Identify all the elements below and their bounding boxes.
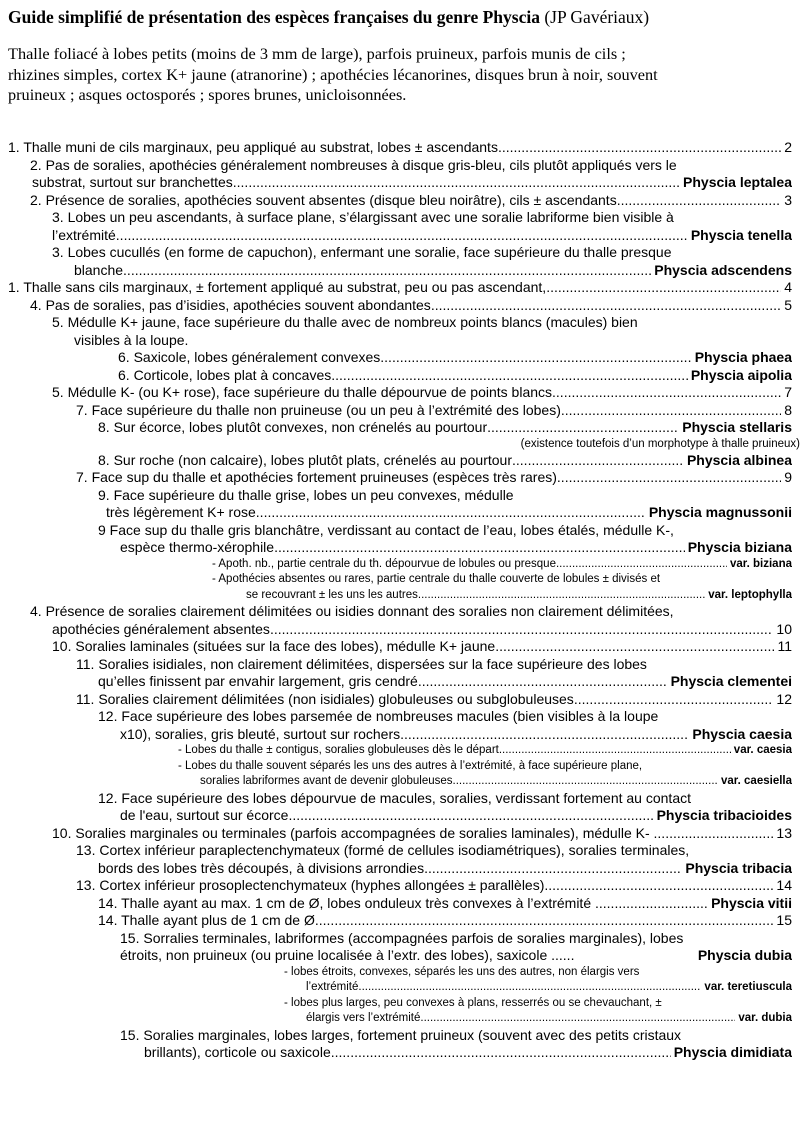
key-entry (0, 1027, 792, 1062)
key-entry-line: 12. Face supérieure des lobes dépourvue de macules, soralies, verdissant fortement au contact (98, 789, 691, 806)
key-entry (0, 912, 792, 930)
key-entry-line: 14. Thalle ayant au max. 1 cm de Ø, lobes onduleux très convexes à l’extrémité .. ..... Physcia vitii (98, 895, 792, 913)
key-entry-line: x10), soralies, gris bleuté, surtout sur rochers ..... Physcia caesia (98, 726, 792, 744)
key-entry (0, 279, 792, 297)
dot-leader (424, 860, 682, 878)
key-entry (0, 572, 792, 603)
key-result: Physcia albinea (686, 451, 792, 468)
key-entry-line: 15. Soralies marginales, lobes larges, fortement pruineux (souvent avec des petits cristaux (120, 1026, 682, 1043)
key-entry (0, 759, 792, 790)
key-entry-line: 8. Sur roche (non calcaire), lobes plutôt plats, crénelés au pourtour ..... Physcia albinea (98, 452, 792, 470)
key-entry-line: 2. Présence de soralies, apothécies souvent absentes (disque bleu noirâtre), cils ± ascendants ..... 3 (30, 192, 792, 210)
key-entry-line: 3. Lobes un peu ascendants, à surface plane, s’élargissant avec une soralie labriforme bien visible à (52, 209, 674, 225)
dot-leader (552, 384, 781, 402)
dot-leader (546, 279, 781, 297)
key-result: Physcia magnussonii (648, 504, 792, 520)
key-entry (0, 349, 792, 367)
dot-leader (123, 262, 651, 280)
key-entry-line: 6. Saxicole, lobes généralement convexes ..... Physcia phaea (118, 349, 792, 367)
dot-leader (116, 227, 688, 245)
dot-leader (495, 638, 774, 656)
key-entry (0, 895, 792, 913)
key-goto-number: 10 (776, 620, 792, 637)
key-entry (0, 139, 792, 157)
key-entry (0, 469, 792, 487)
key-entry (0, 691, 792, 709)
key-entry-line: 6. Corticole, lobes plat à concaves ..... Physcia aipolia (118, 367, 792, 385)
dot-leader (418, 673, 668, 691)
key-goto-number: 7 (784, 384, 792, 400)
key-entry-line: 11. Soralies isidiales, non clairement délimitées, dispersées sur la face supérieure des lobes (76, 655, 647, 672)
key-goto-number: 2 (784, 139, 792, 155)
title-bold: Guide simplifié de présentation des espèces françaises du genre Physcia (8, 7, 540, 27)
key-result: Physcia vitii (711, 894, 792, 911)
key-entry-line: 8. Sur écorce, lobes plutôt convexes, non crénelés au pourtour ..... Physcia stellaris (98, 419, 792, 437)
key-note: (existence toutefois d’un morphotype à thalle pruineux) (520, 437, 800, 450)
key-entry-line: 4. Pas de soralies, pas d’isidies, apothécies souvent abondantes ..... 5 (30, 297, 792, 315)
key-entry (0, 157, 792, 192)
dot-leader (487, 419, 679, 437)
page-title (8, 6, 794, 28)
dot-leader (358, 980, 701, 996)
key-entry-line: blanche ..... Physcia adscendens (52, 262, 792, 280)
key-result: Physcia aipolia (690, 366, 792, 383)
dot-leader (556, 557, 727, 573)
dot-leader (557, 469, 781, 487)
key-entry (0, 419, 792, 437)
key-goto-number: 13 (776, 824, 792, 841)
dot-leader (315, 912, 774, 930)
key-entry (0, 842, 792, 877)
key-entry-line: 11. Soralies clairement délimitées (non isidiales) globuleuses ou subglobuleuses ..... 12 (76, 691, 792, 709)
dot-leader (420, 1011, 735, 1027)
key-entry-line: se recouvrant ± les uns les autres ..... var. leptophylla (212, 588, 792, 604)
dot-leader (617, 192, 782, 210)
dot-leader (270, 621, 773, 639)
key-entry-line: bords des lobes très découpés, à divisions arrondies ..... Physcia tribacia (76, 860, 792, 878)
dot-leader (544, 877, 773, 895)
intro-line: pruineux ; asques octosporés ; spores brunes, unicloisonnées. (8, 85, 407, 104)
key-result: Physcia dubia (697, 947, 792, 963)
key-entry-line: - Lobes du thalle ± contigus, soralies globuleuses dès le départ ..... var. caesia (178, 743, 792, 759)
key-entry-line: étroits, non pruineux (ou pruine localisée à l’extr. des lobes), saxicole ...... Physcia dubia (120, 947, 792, 963)
key-entry-line: élargis vers l’extrémité ..... var. dubia (284, 1011, 792, 1027)
dot-leader (603, 895, 708, 913)
key-entry-line: 2. Pas de soralies, apothécies généralement nombreuses à disque gris-bleu, cils plutôt appliqués vers le (30, 156, 677, 173)
key-result: Physcia biziana (687, 539, 792, 555)
dot-leader (233, 174, 680, 192)
key-result: Physcia stellaris (682, 419, 792, 435)
key-result: Physcia tribacia (685, 859, 792, 876)
dot-leader (380, 349, 691, 367)
dot-leader (256, 504, 646, 522)
key-entry-line: 15. Sorralies terminales, labriformes (accompagnées parfois de soralies marginales), lobes (120, 929, 684, 946)
dot-leader (418, 588, 705, 604)
key-entry-line: 9. Face supérieure du thalle grise, lobes un peu convexes, médulle (98, 486, 514, 503)
key-entry-line: 1. Thalle muni de cils marginaux, peu appliqué au substrat, lobes ± ascendants ..... 2 (8, 139, 792, 157)
key-entry (0, 790, 792, 825)
key-result: var. teretiuscula (704, 981, 792, 993)
dot-leader (274, 539, 685, 557)
key-entry-line: 5. Médulle K- (ou K+ rose), face supérieure du thalle dépourvue de points blancs ..... 7 (52, 384, 792, 402)
key-entry-line: de l'eau, surtout sur écorce ..... Physcia tribacioides (98, 807, 792, 825)
key-entry (0, 930, 792, 965)
key-entry (0, 656, 792, 691)
key-goto-number: 15 (776, 912, 792, 928)
key-entry-line: apothécies généralement absentes ..... 10 (30, 621, 792, 639)
key-goto-number: 9 (784, 469, 792, 485)
title-author: (JP Gavériaux) (544, 7, 650, 27)
key-entry-line: 5. Médulle K+ jaune, face supérieure du thalle avec de nombreux points blancs (macules) bien (52, 314, 638, 330)
key-entry (0, 825, 792, 843)
key-entry-line: substrat, surtout sur branchettes ..... Physcia leptalea (30, 174, 792, 192)
key-goto-number: 8 (784, 401, 792, 418)
dot-leader (288, 807, 653, 825)
key-entry-line: 3. Lobes cucullés (en forme de capuchon), enfermant une soralie, face supérieure du thalle presque (52, 244, 672, 260)
key-entry-line: - Apothécies absentes ou rares, partie centrale du thalle couverte de lobules ± divisés et (212, 573, 661, 585)
dot-leader (665, 825, 773, 843)
key-entry-line: soralies labriformes avant de devenir globuleuses ..... var. caesiella (178, 774, 792, 790)
key-entry (0, 209, 792, 244)
key-entry (0, 244, 792, 279)
dot-leader (499, 743, 731, 759)
key-entry-line: qu’elles finissent par envahir largement, gris cendré ..... Physcia clementei (76, 673, 792, 691)
key-entry (0, 603, 792, 638)
key-entry-line: - Lobes du thalle souvent séparés les uns des autres à l’extrémité, à face supérieure plane, (178, 759, 643, 772)
key-entry-line: 10. Soralies laminales (situées sur la face des lobes), médulle K+ jaune ..... 11 (52, 638, 792, 656)
key-entry (0, 402, 792, 420)
key-entry (0, 522, 792, 557)
dot-leader (331, 1044, 671, 1062)
key-entry (0, 557, 792, 573)
key-entry (0, 708, 792, 743)
key-result: var. caesia (733, 744, 792, 756)
key-entry (0, 996, 792, 1027)
key-goto-number: 3 (784, 191, 792, 208)
key-entry (0, 743, 792, 759)
key-result: Physcia clementei (670, 673, 792, 689)
key-result: var. biziana (729, 557, 792, 570)
key-entry-line: 7. Face supérieure du thalle non pruineuse (ou un peu à l’extrémité des lobes) ..... 8 (76, 402, 792, 420)
key-result: Physcia tenella (690, 226, 792, 243)
key-goto-number: 4 (784, 279, 792, 295)
intro-paragraph (8, 44, 794, 106)
key-entry-line: 4. Présence de soralies clairement délimitées ou isidies donnant des soralies non clairement délimitées, (30, 603, 674, 619)
key-entry-line: 1. Thalle sans cils marginaux, ± fortement appliqué au substrat, peu ou pas ascendant, ..... 4 (8, 279, 792, 297)
key-entry-line: 9 Face sup du thalle gris blanchâtre, verdissant au contact de l’eau, lobes étalés, médulle K-, (98, 521, 674, 538)
key-goto-number: 14 (776, 877, 792, 893)
intro-line: rhizines simples, cortex K+ jaune (atranorine) ; apothécies lécanorines, disques brun à noir, souvent (8, 64, 658, 84)
key-entry-line: espèce thermo-xérophile ..... Physcia biziana (98, 539, 792, 557)
key-result: var. leptophylla (708, 588, 792, 601)
key-entry (0, 877, 792, 895)
key-goto-number: 5 (784, 296, 792, 313)
identification-key (0, 139, 800, 1062)
key-result: Physcia caesia (692, 725, 792, 742)
key-entry (0, 192, 792, 210)
intro-line: Thalle foliacé à lobes petits (moins de 3 mm de large), parfois pruineux, parfois munis de cils ; (8, 44, 626, 63)
key-result: Physcia leptalea (683, 174, 792, 190)
key-entry-line: - lobes étroits, convexes, séparés les uns des autres, non élargis vers (284, 965, 640, 978)
key-result: var. dubia (738, 1012, 792, 1024)
key-entry-line: très légèrement K+ rose ..... Physcia magnussonii (98, 504, 792, 522)
dot-leader (498, 139, 781, 157)
key-goto-number: 12 (776, 690, 792, 707)
key-goto-number: 11 (777, 638, 792, 654)
key-entry (0, 297, 792, 315)
key-entry-line: - lobes plus larges, peu convexes à plans, resserrés ou se chevauchant, ± (284, 996, 662, 1009)
key-entry-line: 10. Soralies marginales ou terminales (parfois accompagnées de soralies laminales), médulle K- ... ..... 13 (52, 825, 792, 843)
key-result: Physcia tribacioides (656, 807, 792, 823)
key-entry-line: - Apoth. nb., partie centrale du th. dépourvue de lobules ou presque ..... var. biziana (212, 557, 792, 573)
key-entry (0, 965, 792, 996)
dot-leader (453, 774, 719, 790)
key-result: Physcia adscendens (654, 261, 792, 278)
dot-leader (561, 402, 781, 420)
key-result: Physcia phaea (694, 349, 792, 365)
key-result: var. caesiella (721, 775, 792, 787)
key-entry (0, 314, 792, 349)
dot-leader (574, 691, 774, 709)
key-entry (0, 367, 792, 385)
dot-leader (331, 367, 688, 385)
dot-leader (400, 726, 689, 744)
dot-leader (512, 452, 684, 470)
key-entry-line: 7. Face sup du thalle et apothécies fortement pruineuses (espèces très rares) ..... 9 (76, 469, 792, 487)
key-entry (0, 384, 792, 402)
key-entry-line: visibles à la loupe. (74, 331, 189, 348)
key-entry-line: l’extrémité ..... var. teretiuscula (284, 980, 792, 996)
key-entry (0, 638, 792, 656)
key-entry-line: 13. Cortex inférieur paraplectenchymateux (formé de cellules isodiamétriques), soralies terminales, (76, 842, 690, 858)
key-entry-line: 14. Thalle ayant plus de 1 cm de Ø ..... 15 (98, 912, 792, 930)
key-result: Physcia dimidiata (673, 1044, 792, 1060)
key-entry-line: l’extrémité ..... Physcia tenella (52, 227, 792, 245)
key-entry-line: brillants), corticole ou saxicole ..... Physcia dimidiata (120, 1044, 792, 1062)
key-entry-line: 13. Cortex inférieur prosoplectenchymateux (hyphes allongées ± parallèles) ..... 14 (76, 877, 792, 895)
dot-leader (431, 297, 781, 315)
key-entry (0, 487, 792, 522)
key-entry (0, 452, 792, 470)
key-entry-line: 12. Face supérieure des lobes parsemée de nombreuses macules (bien visibles à la loupe (98, 708, 659, 724)
